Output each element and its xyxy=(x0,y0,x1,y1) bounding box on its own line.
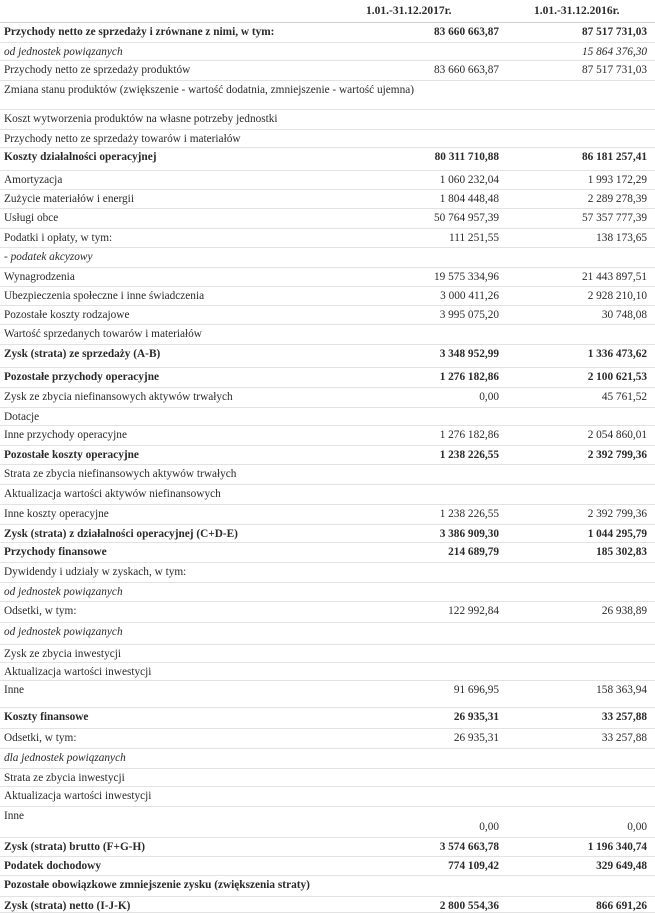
value-2016: 1 993 172,29 xyxy=(587,174,647,186)
table-row xyxy=(0,43,655,61)
table-row xyxy=(0,769,655,787)
table-row xyxy=(0,807,655,838)
row-label: Zysk (strata) netto (I-J-K) xyxy=(4,900,131,912)
table-row xyxy=(0,525,655,543)
value-2016: 30 748,08 xyxy=(601,309,647,321)
value-2016: 138 173,65 xyxy=(596,232,647,244)
column-header xyxy=(0,0,655,23)
row-label: Inne koszty operacyjne xyxy=(4,508,109,520)
row-label: od jednostek powiązanych xyxy=(4,626,123,638)
row-label: Pozostałe obowiązkowe zmniejszenie zysku (zwiększenia straty) xyxy=(4,879,310,891)
row-label: Zmiana stanu produktów (zwiększenie - wartość dodatnia, zmniejszenie - wartość ujemna) xyxy=(4,84,414,96)
value-2017: 111 251,55 xyxy=(449,232,499,244)
table-row xyxy=(0,446,655,465)
value-2017: 1 276 182,86 xyxy=(439,429,499,441)
row-label: Zysk (strata) z działalności operacyjnej (C+D-E) xyxy=(4,528,238,540)
table-row xyxy=(0,729,655,749)
table-row xyxy=(0,209,655,229)
value-2017: 2 800 554,36 xyxy=(439,900,499,912)
row-label: Aktualizacja wartości inwestycji xyxy=(4,666,152,678)
table-row xyxy=(0,61,655,81)
value-2016: 33 257,88 xyxy=(601,732,647,744)
value-2016: 1 196 340,74 xyxy=(587,841,647,853)
row-label: Inne xyxy=(4,810,25,822)
table-row xyxy=(0,190,655,209)
table-row xyxy=(0,465,655,485)
value-2016: 1 336 473,62 xyxy=(587,348,647,360)
value-2016: 86 181 257,41 xyxy=(582,151,647,163)
table-row xyxy=(0,505,655,525)
table-row xyxy=(0,268,655,287)
value-2016: 866 691,26 xyxy=(596,900,647,912)
value-2016: 2 392 799,36 xyxy=(587,449,647,461)
row-label: Usługi obce xyxy=(4,212,59,224)
table-row xyxy=(0,248,655,268)
table-row xyxy=(0,485,655,505)
row-label: Aktualizacja wartości inwestycji xyxy=(4,790,152,802)
table-row xyxy=(0,408,655,426)
row-label: Dotacje xyxy=(4,411,40,423)
value-2017: 1 238 226,55 xyxy=(439,449,499,461)
row-label: Przychody netto ze sprzedaży produktów xyxy=(4,64,191,76)
value-2016: 2 392 799,36 xyxy=(587,508,647,520)
statement-rows xyxy=(0,23,655,913)
table-row xyxy=(0,857,655,876)
value-2017: 19 575 334,96 xyxy=(434,271,499,283)
table-row xyxy=(0,287,655,306)
row-label: Wynagrodzenia xyxy=(4,271,75,283)
table-row xyxy=(0,543,655,563)
row-label: Pozostałe przychody operacyjne xyxy=(4,371,159,383)
table-row xyxy=(0,130,655,148)
value-2016: 158 363,94 xyxy=(596,684,647,696)
table-row xyxy=(0,229,655,248)
row-label: - podatek akcyzowy xyxy=(4,251,93,263)
value-2017: 50 764 957,39 xyxy=(434,212,499,224)
row-label: dla jednostek powiązanych xyxy=(4,752,126,764)
row-label: Strata ze zbycia niefinansowych aktywów trwałych xyxy=(4,468,237,480)
value-2016: 45 761,52 xyxy=(601,391,647,403)
row-label: Podatek dochodowy xyxy=(4,860,101,872)
row-label: Zysk ze zbycia inwestycji xyxy=(4,648,122,660)
row-label: Przychody netto ze sprzedaży i zrównane z nimi, w tym: xyxy=(4,26,275,38)
row-label: od jednostek powiązanych xyxy=(4,46,123,58)
column-header-2016: 1.01.-31.12.2016r. xyxy=(534,5,620,17)
row-label: Przychody finansowe xyxy=(4,546,107,558)
value-2017: 3 386 909,30 xyxy=(439,528,499,540)
row-label: Pozostałe koszty rodzajowe xyxy=(4,309,130,321)
value-2016: 1 044 295,79 xyxy=(587,528,647,540)
value-2017: 3 000 411,26 xyxy=(440,290,499,302)
column-header-2017: 1.01.-31.12.2017r. xyxy=(366,5,452,17)
value-2017: 122 992,84 xyxy=(448,605,499,617)
table-row xyxy=(0,148,655,171)
table-row xyxy=(0,583,655,602)
table-row xyxy=(0,426,655,446)
row-label: Koszt wytworzenia produktów na własne potrzeby jednostki xyxy=(4,113,278,125)
row-label: Odsetki, w tym: xyxy=(4,605,77,617)
row-label: Zysk (strata) brutto (F+G-H) xyxy=(4,841,146,853)
value-2017: 774 109,42 xyxy=(448,860,499,872)
table-row xyxy=(0,23,655,43)
table-row xyxy=(0,81,655,110)
row-label: od jednostek powiązanych xyxy=(4,586,123,598)
value-2016: 15 864 376,30 xyxy=(582,46,647,58)
table-row xyxy=(0,306,655,325)
value-2017: 3 995 075,20 xyxy=(439,309,499,321)
value-2017: 3 348 952,99 xyxy=(439,348,499,360)
row-label: Strata ze zbycia inwestycji xyxy=(4,772,125,784)
value-2016: 185 302,83 xyxy=(596,546,647,558)
table-row xyxy=(0,388,655,408)
value-2016: 87 517 731,03 xyxy=(582,26,647,38)
value-2016: 21 443 897,51 xyxy=(582,271,647,283)
value-2017: 80 311 710,88 xyxy=(434,151,499,163)
row-label: Ubezpieczenia społeczne i inne świadczenia xyxy=(4,290,205,302)
value-2017: 26 935,31 xyxy=(453,732,499,744)
value-2017: 1 804 448,48 xyxy=(439,193,499,205)
table-row xyxy=(0,681,655,708)
table-row xyxy=(0,563,655,583)
row-label: Koszty finansowe xyxy=(4,711,89,723)
row-label: Wartość sprzedanych towarów i materiałów xyxy=(4,328,202,340)
value-2017: 83 660 663,87 xyxy=(434,64,499,76)
value-2017: 1 276 182,86 xyxy=(439,371,499,383)
row-label: Inne xyxy=(4,684,25,696)
value-2016: 87 517 731,03 xyxy=(582,64,647,76)
value-2016: 2 289 278,39 xyxy=(587,193,647,205)
value-2016: 26 938,89 xyxy=(601,605,647,617)
value-2017: 26 935,31 xyxy=(453,711,499,723)
value-2017: 91 696,95 xyxy=(453,684,499,696)
value-2017: 83 660 663,87 xyxy=(434,26,499,38)
row-label: Odsetki, w tym: xyxy=(4,732,77,744)
value-2016: 33 257,88 xyxy=(601,711,647,723)
row-label: Amortyzacja xyxy=(4,174,63,186)
row-label: Zużycie materiałów i energii xyxy=(4,193,134,205)
row-label: Koszty działalności operacyjnej xyxy=(4,151,157,163)
value-2016: 2 928 210,10 xyxy=(587,290,647,302)
table-row xyxy=(0,171,655,190)
value-2016: 2 100 621,53 xyxy=(587,371,647,383)
table-row xyxy=(0,645,655,663)
value-2017: 3 574 663,78 xyxy=(439,841,499,853)
table-row xyxy=(0,897,655,913)
value-2016: 329 649,48 xyxy=(596,860,647,872)
table-row xyxy=(0,876,655,897)
value-2016: 2 054 860,01 xyxy=(587,429,647,441)
value-2017: 0,00 xyxy=(479,821,499,833)
table-row xyxy=(0,838,655,857)
value-2017: 1 238 226,55 xyxy=(439,508,499,520)
table-row xyxy=(0,663,655,681)
row-label: Aktualizacja wartości aktywów niefinansowych xyxy=(4,488,221,500)
table-row xyxy=(0,345,655,368)
row-label: Podatki i opłaty, w tym: xyxy=(4,232,113,244)
table-row xyxy=(0,110,655,130)
table-row xyxy=(0,787,655,807)
table-row xyxy=(0,749,655,769)
row-label: Pozostałe koszty operacyjne xyxy=(4,449,139,461)
value-2017: 1 060 232,04 xyxy=(439,174,499,186)
table-row xyxy=(0,708,655,729)
table-row xyxy=(0,368,655,388)
value-2017: 0,00 xyxy=(479,391,499,403)
value-2017: 214 689,79 xyxy=(448,546,499,558)
table-row xyxy=(0,623,655,645)
row-label: Zysk (strata) ze sprzedaży (A-B) xyxy=(4,348,161,360)
value-2016: 0,00 xyxy=(627,821,647,833)
row-label: Przychody netto ze sprzedaży towarów i materiałów xyxy=(4,133,241,145)
table-row xyxy=(0,602,655,623)
row-label: Inne przychody operacyjne xyxy=(4,429,127,441)
value-2016: 57 357 777,39 xyxy=(582,212,647,224)
row-label: Zysk ze zbycia niefinansowych aktywów trwałych xyxy=(4,391,233,403)
table-row xyxy=(0,325,655,345)
row-label: Dywidendy i udziały w zyskach, w tym: xyxy=(4,566,187,578)
